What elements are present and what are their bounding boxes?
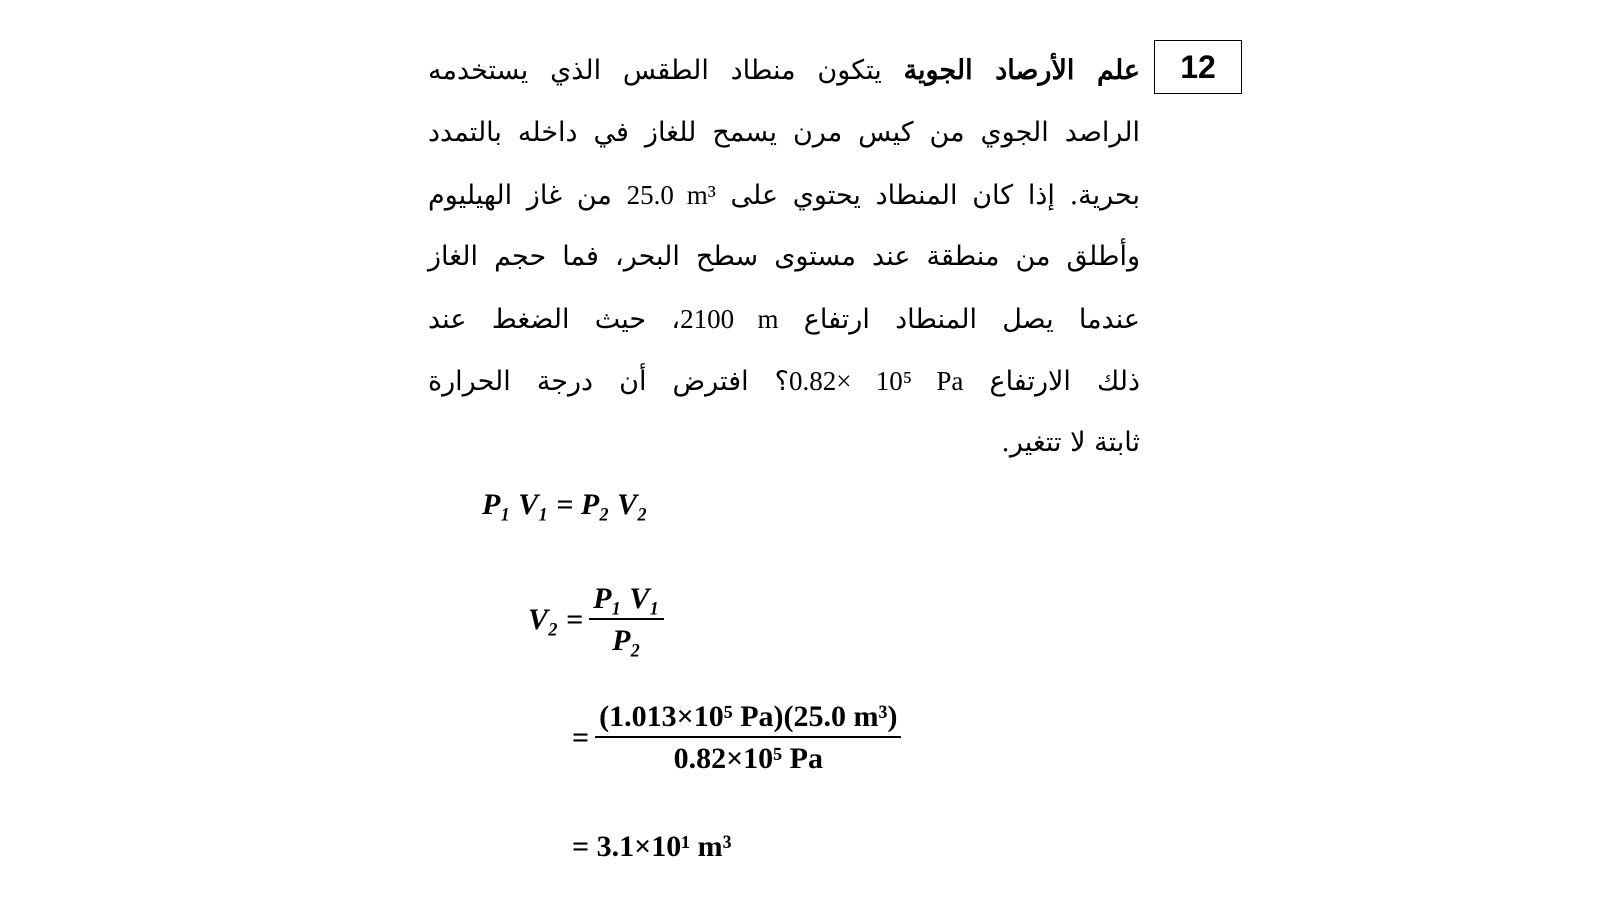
boyle-law-equation: [482, 488, 648, 522]
v2-denominator: P₂: [612, 624, 641, 657]
problem-line-3-a: بحرية. إذا كان المنطاد يحتوي على: [715, 180, 1140, 211]
substitution-fraction: [595, 700, 901, 776]
problem-line-1-text: يتكون منطاد الطقس الذي يستخدمه: [428, 55, 904, 86]
v2-lhs: V₂ =: [528, 603, 584, 636]
v2-rearranged-equation: [528, 582, 664, 658]
problem-statement: [428, 40, 1140, 474]
v2-numerator: P₁ V₁: [589, 582, 664, 620]
problem-line-3: [428, 164, 1140, 226]
problem-line-6: [428, 350, 1140, 412]
result-equation: = 3.1×10¹ m³: [572, 830, 732, 863]
initial-volume: 25.0 m³: [626, 180, 716, 210]
problem-line-5: [428, 288, 1140, 350]
problem-line-5-b: ، حيث الضغط عند: [428, 304, 681, 335]
altitude-value: 2100 m: [680, 304, 779, 334]
problem-line-5-a: عندما يصل المنطاد ارتفاع: [778, 304, 1140, 335]
substitution-denominator: 0.82×10⁵ Pa: [673, 742, 823, 775]
problem-line-4: وأطلق من منطقة عند مستوى سطح البحر، فما حجم الغاز: [428, 241, 1140, 272]
problem-line-2: الراصد الجوي من كيس مرن يسمح للغاز في داخله بالتمدد: [428, 117, 1140, 148]
boyle-law-text: P₁ V₁ = P₂ V₂: [482, 488, 648, 521]
substitution-equals: =: [572, 721, 590, 754]
problem-line-3-b: من غاز الهيليوم: [428, 180, 627, 211]
pressure-value: 0.82× 10⁵ Pa: [789, 366, 964, 396]
topic-title: علم الأرصاد الجوية: [903, 55, 1140, 86]
problem-line-1: [428, 40, 1140, 102]
problem-line-6-a: ذلك الارتفاع: [963, 366, 1140, 397]
problem-line-7: ثابتة لا تتغير.: [1001, 427, 1140, 458]
substitution-equation: [572, 700, 901, 776]
v2-fraction: [589, 582, 664, 658]
substitution-numerator: (1.013×10⁵ Pa)(25.0 m³): [595, 700, 901, 738]
question-number-box: 12: [1154, 40, 1242, 94]
problem-line-6-b: ؟ افترض أن درجة الحرارة: [428, 366, 790, 397]
